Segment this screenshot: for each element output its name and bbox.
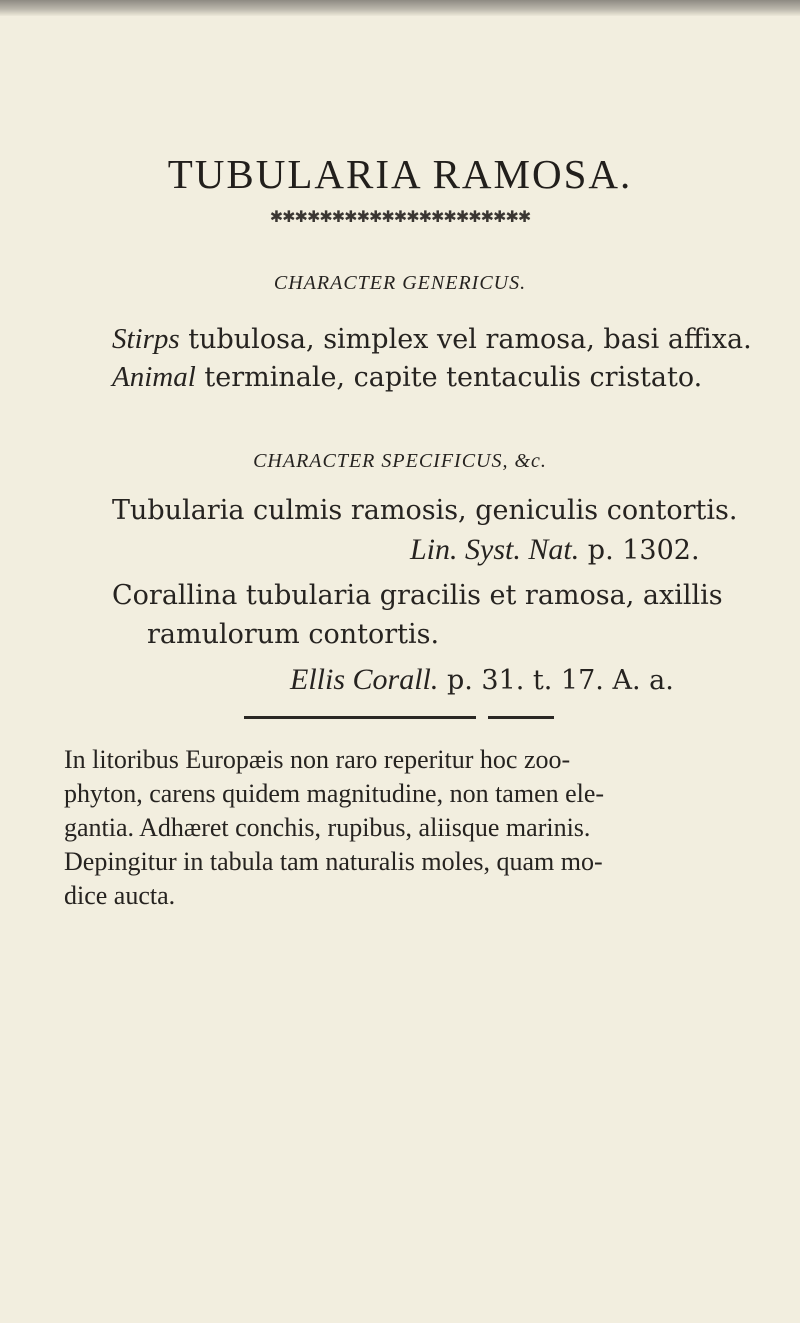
description-line: dice aucta. xyxy=(64,881,176,910)
generic-line-animal xyxy=(112,360,702,395)
reference-page: p. 31. t. 17. A. a. xyxy=(438,665,674,696)
asterisk-ornament: ✱✱✱✱✱✱✱✱✱✱✱✱✱✱✱✱✱✱✱✱✱ xyxy=(269,207,531,226)
generic-line-stirps xyxy=(112,322,752,357)
section-rule-short xyxy=(488,716,554,719)
synonym-linnaeus: Tubularia culmis ramosis, geniculis contortis. xyxy=(112,495,738,526)
generic-lead-term: Stirps xyxy=(112,323,180,355)
page-title: TUBULARIA RAMOSA. xyxy=(167,151,633,197)
description-line: In litoribus Europæis non raro reperitur hoc zoo- xyxy=(64,745,571,774)
generic-character-heading: CHARACTER GENERICUS. xyxy=(273,272,527,294)
specific-character-heading: CHARACTER SPECIFICUS, &c. xyxy=(253,450,547,472)
reference-page: p. 1302. xyxy=(579,535,700,566)
reference-source: Ellis Corall. xyxy=(290,663,439,696)
description-line: Depingitur in tabula tam naturalis moles, quam mo- xyxy=(64,847,603,876)
synonym-ellis-line2: ramulorum contortis. xyxy=(147,619,440,650)
reference-source: Lin. Syst. Nat. xyxy=(410,533,580,566)
synonym-ellis-line1: Corallina tubularia gracilis et ramosa, axillis xyxy=(112,580,723,611)
generic-line-text: terminale, capite tentaculis cristato. xyxy=(195,362,703,393)
description-paragraph xyxy=(64,743,694,913)
reference-linnaeus xyxy=(410,533,700,568)
section-rule xyxy=(244,716,476,719)
description-line: gantia. Adhæret conchis, rupibus, aliisque marinis. xyxy=(64,813,591,842)
generic-lead-term: Animal xyxy=(112,361,196,393)
description-line: phyton, carens quidem magnitudine, non tamen ele- xyxy=(64,779,605,808)
generic-line-text: tubulosa, simplex vel ramosa, basi affixa. xyxy=(179,324,752,355)
reference-ellis xyxy=(290,663,674,698)
